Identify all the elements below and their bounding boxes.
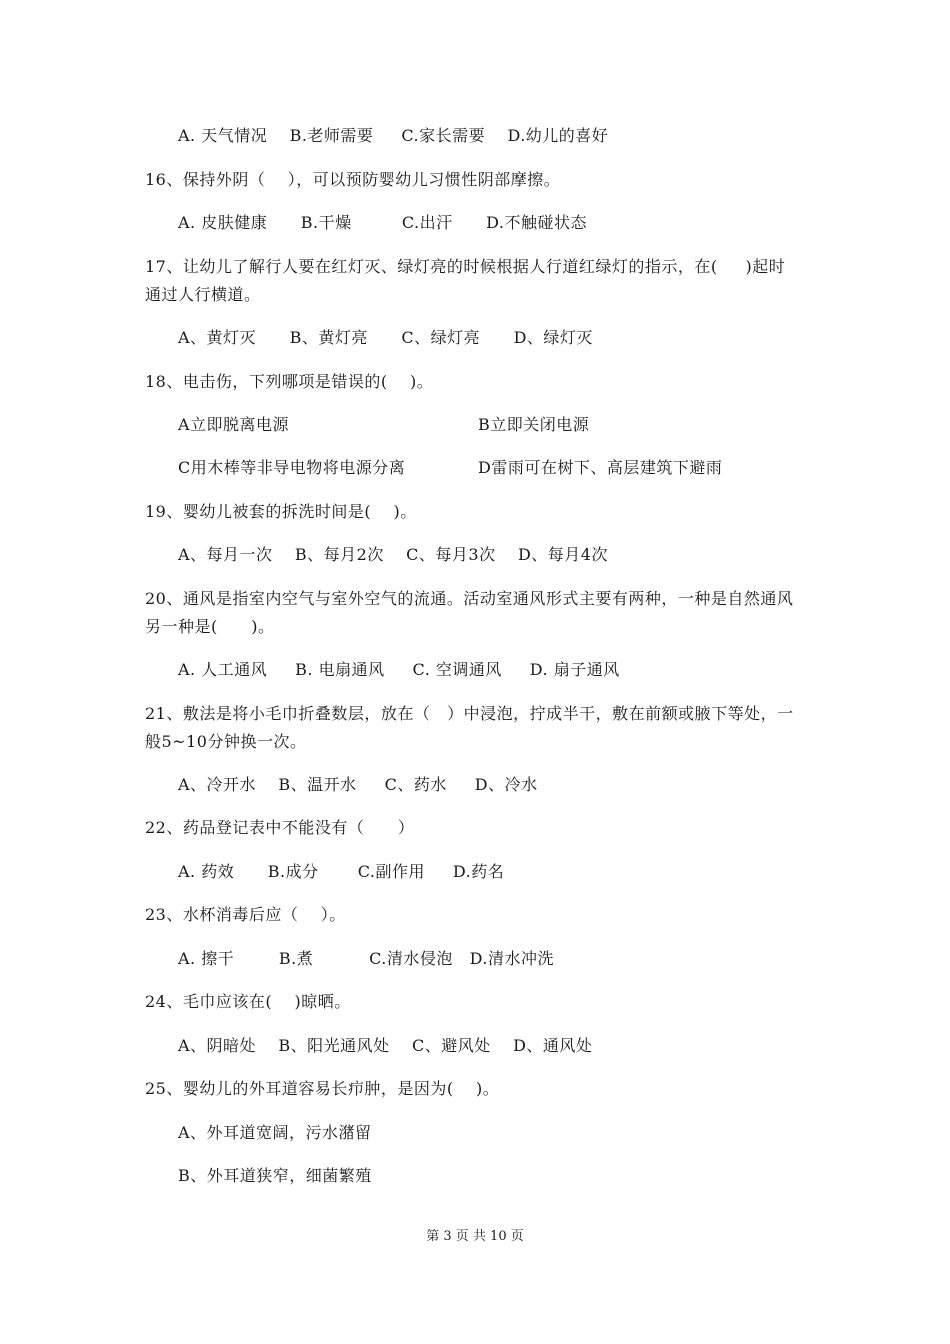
- line-q25: 25、婴幼儿的外耳道容易长疖肿，是因为( )。: [145, 1079, 500, 1098]
- line-q22-options: A. 药效 B.成分 C.副作用 D.药名: [178, 862, 505, 881]
- line-q21-options: A、冷开水 B、温开水 C、药水 D、冷水: [178, 775, 538, 794]
- line-q21: 21、敷法是将小毛巾折叠数层，放在（ ）中浸泡，拧成半干，敷在前额或腋下等处，一: [145, 704, 794, 723]
- line-q24: 24、毛巾应该在( )晾晒。: [145, 992, 351, 1011]
- line-q17-cont: 通过人行横道。: [145, 285, 261, 304]
- page-footer: 第 3 页 共 10 页: [426, 1229, 524, 1244]
- line-q25-option-a: A、外耳道宽阔，污水潴留: [178, 1123, 372, 1142]
- line-q18-option-c: C用木棒等非导电物将电源分离: [178, 458, 406, 477]
- line-q16: 16、保持外阴（ ），可以预防婴幼儿习惯性阴部摩擦。: [145, 170, 561, 189]
- line-q20: 20、通风是指室内空气与室外空气的流通。活动室通风形式主要有两种，一种是自然通风: [145, 589, 794, 608]
- line-q23-options: A. 擦干 B.煮 C.清水侵泡 D.清水冲洗: [178, 949, 554, 968]
- line-q16-options: A. 皮肤健康 B.干燥 C.出汗 D.不触碰状态: [178, 213, 587, 232]
- line-q23: 23、水杯消毒后应（ ）。: [145, 905, 346, 924]
- line-q19: 19、婴幼儿被套的拆洗时间是( )。: [145, 502, 417, 521]
- line-q17-options: A、黄灯灭 B、黄灯亮 C、绿灯亮 D、绿灯灭: [178, 328, 593, 347]
- line-q18-option-b: B立即关闭电源: [478, 415, 590, 434]
- line-q20-options: A. 人工通风 B. 电扇通风 C. 空调通风 D. 扇子通风: [178, 660, 620, 679]
- line-q18-option-d: D雷雨可在树下、高层建筑下避雨: [478, 458, 723, 477]
- line-q19-options: A、每月一次 B、每月2次 C、每月3次 D、每月4次: [178, 545, 608, 564]
- line-q24-options: A、阴暗处 B、阳光通风处 C、避风处 D、通风处: [178, 1036, 593, 1055]
- line-q17: 17、让幼儿了解行人要在红灯灭、绿灯亮的时候根据人行道红绿灯的指示，在( )起时: [145, 257, 786, 276]
- line-q15-options: A. 天气情况 B.老师需要 C.家长需要 D.幼儿的喜好: [178, 126, 609, 145]
- line-q22: 22、药品登记表中不能没有（ ）: [145, 818, 415, 837]
- line-q18-option-a: A立即脱离电源: [178, 415, 290, 434]
- line-q25-option-b: B、外耳道狭窄，细菌繁殖: [178, 1166, 372, 1185]
- line-q18: 18、电击伤，下列哪项是错误的( )。: [145, 372, 434, 391]
- line-q20-cont: 另一种是( )。: [145, 617, 275, 636]
- line-q21-cont: 般5~10分钟换一次。: [145, 732, 307, 751]
